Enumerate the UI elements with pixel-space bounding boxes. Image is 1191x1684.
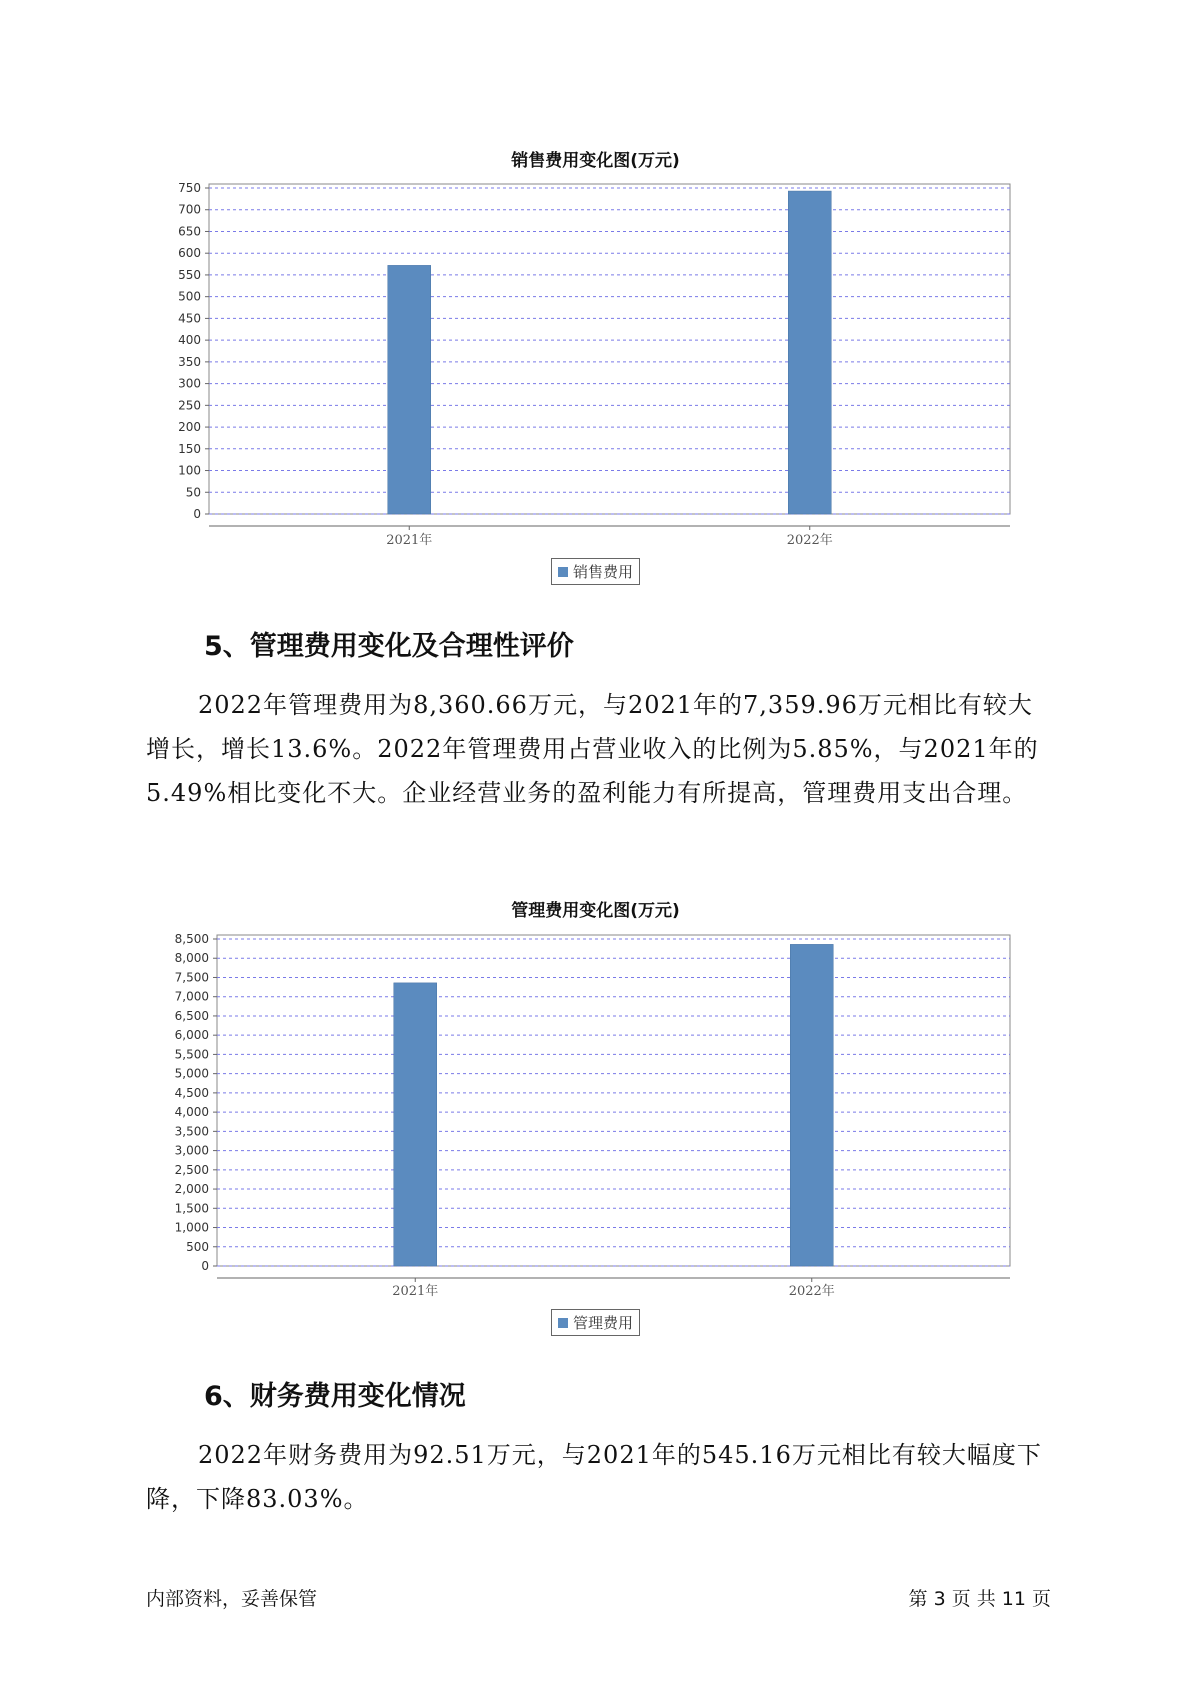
y-tick-label: 7,000	[174, 989, 209, 1004]
y-tick-label: 5,000	[174, 1066, 209, 1081]
y-tick-label: 1,000	[174, 1220, 209, 1235]
y-tick-label: 500	[178, 289, 201, 304]
x-tick-label: 2022年	[786, 533, 833, 548]
section-heading: 6、财务费用变化情况	[204, 1381, 466, 1412]
bar	[790, 944, 833, 1266]
y-tick-label: 4,000	[174, 1105, 209, 1120]
y-tick-label: 650	[178, 224, 201, 239]
section-paragraph: 2022年管理费用为8,360.66万元，与2021年的7,359.96万元相比有较大增长，增长13.6%。2022年管理费用占营业收入的比例为5.85%，与2021年的5.49%相比变化不大。企业经营业务的盈利能力有所提高，管理费用支出合理。	[146, 691, 1039, 807]
y-tick-label: 1,500	[174, 1201, 209, 1216]
x-tick-label: 2021年	[386, 533, 433, 548]
y-tick-label: 700	[178, 202, 201, 217]
y-tick-label: 7,500	[174, 970, 209, 985]
chart-title: 管理费用变化图(万元)	[511, 901, 680, 921]
y-tick-label: 450	[178, 311, 201, 326]
y-tick-label: 4,500	[174, 1085, 209, 1100]
legend-label: 管理费用	[573, 1314, 634, 1332]
y-tick-label: 8,000	[174, 951, 209, 966]
plot-frame	[217, 935, 1010, 1266]
y-tick-label: 6,500	[174, 1008, 209, 1023]
y-tick-label: 50	[185, 485, 201, 500]
y-tick-label: 8,500	[174, 932, 209, 946]
y-tick-label: 150	[178, 441, 201, 456]
chart-title: 销售费用变化图(万元)	[511, 151, 680, 171]
y-tick-label: 500	[186, 1239, 209, 1254]
y-tick-label: 0	[193, 507, 201, 521]
chart-legend	[551, 1309, 640, 1336]
y-tick-label: 3,000	[174, 1143, 209, 1158]
y-tick-label: 2,500	[174, 1162, 209, 1177]
y-tick-label: 6,000	[174, 1028, 209, 1043]
y-tick-label: 350	[178, 354, 201, 369]
section-heading: 5、管理费用变化及合理性评价	[204, 631, 574, 662]
y-tick-label: 2,000	[174, 1182, 209, 1197]
y-tick-label: 550	[178, 267, 201, 282]
y-tick-label: 400	[178, 333, 201, 348]
y-tick-label: 600	[178, 246, 201, 261]
y-tick-label: 250	[178, 398, 201, 413]
y-tick-label: 0	[201, 1259, 209, 1273]
legend-label: 销售费用	[573, 563, 634, 581]
y-tick-label: 100	[178, 463, 201, 478]
y-tick-label: 3,500	[174, 1124, 209, 1139]
x-tick-label: 2022年	[788, 1284, 835, 1299]
y-tick-label: 5,500	[174, 1047, 209, 1062]
section-paragraph: 2022年财务费用为92.51万元，与2021年的545.16万元相比有较大幅度下降，下降83.03%。	[146, 1441, 1042, 1513]
y-tick-label: 300	[178, 376, 201, 391]
legend-swatch	[558, 1318, 568, 1328]
page-number: 第 3 页 共 11 页	[908, 1588, 1051, 1610]
footer-note: 内部资料，妥善保管	[146, 1588, 318, 1610]
y-tick-label: 750	[178, 181, 201, 195]
y-tick-label: 200	[178, 420, 201, 435]
x-tick-label: 2021年	[392, 1284, 439, 1299]
bar	[394, 983, 437, 1266]
